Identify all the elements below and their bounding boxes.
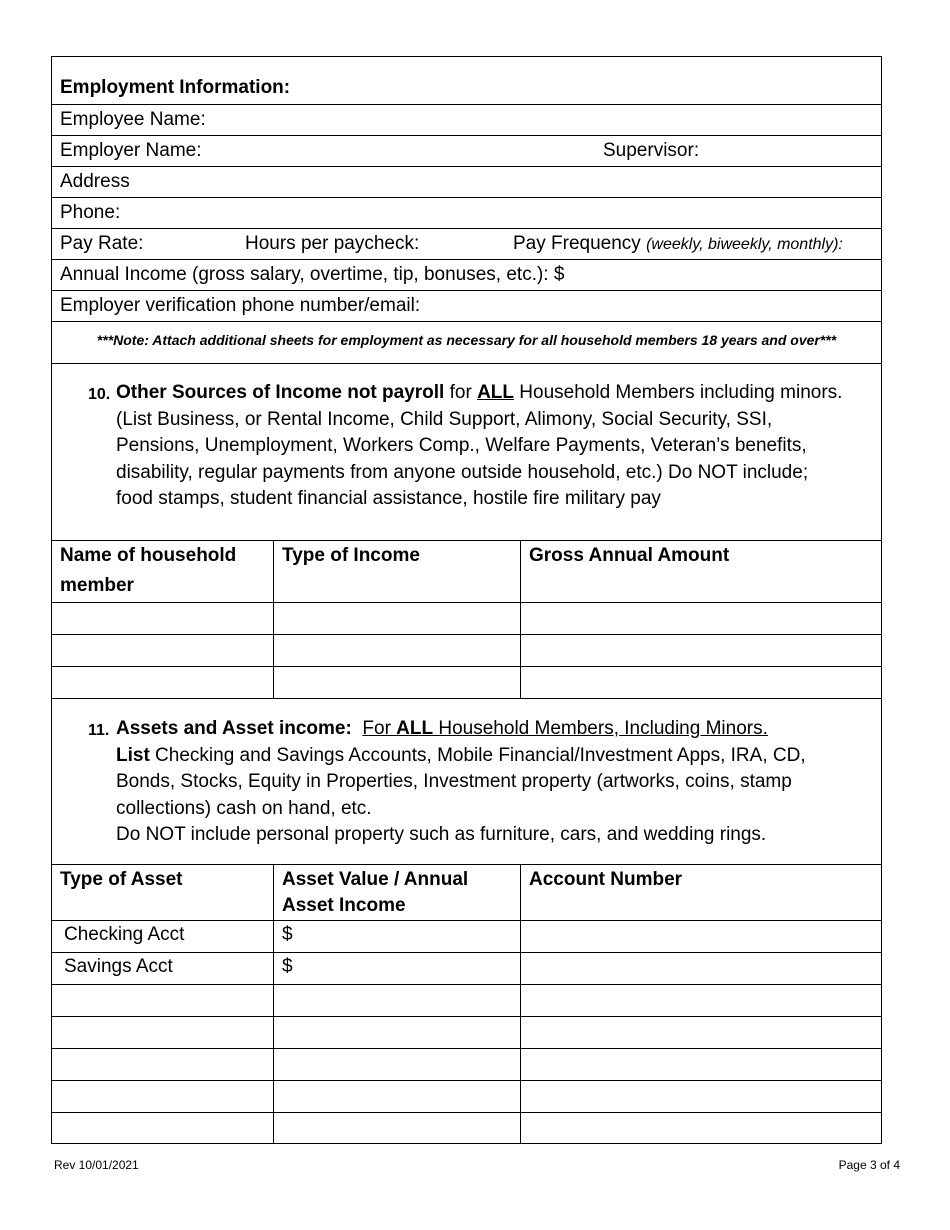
col-asset-value: Asset Value / Annual Asset Income (274, 865, 521, 920)
assets-table-header (52, 865, 881, 921)
section-11-line: Checking and Savings Accounts, Mobile Financial/Investment Apps, IRA, CD, (149, 744, 806, 766)
form-table (51, 56, 882, 1144)
section-10-line: Pensions, Unemployment, Workers Comp., Welfare Payments, Veteran’s benefits, (116, 435, 807, 456)
income-type-cell[interactable] (274, 667, 521, 698)
table-row (52, 921, 881, 953)
section-11-instructions (52, 699, 881, 865)
income-type-cell[interactable] (274, 603, 521, 634)
revision-date: Rev 10/01/2021 (54, 1158, 139, 1172)
section-10-number: 10. (88, 386, 111, 403)
table-row (52, 635, 881, 667)
income-member-cell[interactable] (52, 603, 274, 634)
col-household-member: Name of household member (52, 541, 274, 602)
table-row (52, 985, 881, 1017)
section-11-line: Bonds, Stocks, Equity in Properties, Investment property (artworks, coins, stamp (116, 771, 792, 792)
income-amount-cell[interactable] (521, 635, 881, 666)
section-11-list: List (116, 744, 150, 766)
table-row (52, 603, 881, 635)
phone-field[interactable] (52, 198, 881, 229)
account-number-cell[interactable] (521, 953, 881, 984)
employment-heading: Employment Information: (52, 57, 881, 105)
employer-name-label[interactable]: Employer Name: (60, 140, 202, 161)
income-member-cell[interactable] (52, 635, 274, 666)
asset-type-cell[interactable] (52, 1113, 274, 1143)
pay-row (52, 229, 881, 260)
section-11-line: Do NOT include personal property such as furniture, cars, and wedding rings. (116, 824, 767, 845)
section-11-all: ALL (396, 718, 434, 739)
section-10-instructions (52, 364, 881, 541)
pay-frequency-hint: (weekly, biweekly, monthly): (646, 236, 843, 253)
section-11-title: Assets and Asset income: (116, 718, 352, 739)
asset-value-cell[interactable]: $ (274, 921, 521, 952)
income-amount-cell[interactable] (521, 667, 881, 698)
account-number-cell[interactable] (521, 1017, 881, 1048)
account-number-cell[interactable] (521, 985, 881, 1016)
asset-type-cell[interactable]: Savings Acct (52, 953, 274, 984)
account-number-cell[interactable] (521, 921, 881, 952)
section-11-number: 11. (88, 722, 110, 739)
asset-value-cell[interactable] (274, 1081, 521, 1112)
asset-type-cell[interactable] (52, 1017, 274, 1048)
phone-label: Phone: (60, 202, 121, 223)
annual-income-field[interactable] (52, 260, 881, 291)
col-type-of-asset: Type of Asset (52, 865, 274, 920)
table-row (52, 1017, 881, 1049)
employee-name-label: Employee Name: (60, 109, 206, 130)
pay-frequency-text: Pay Frequency (513, 233, 641, 254)
section-11-for: For (362, 718, 397, 739)
asset-type-cell[interactable] (52, 1049, 274, 1080)
asset-value-cell[interactable] (274, 1017, 521, 1048)
address-label: Address (60, 171, 130, 192)
employer-name-row (52, 136, 881, 167)
table-row (52, 1049, 881, 1081)
table-row (52, 1081, 881, 1113)
employment-note: ***Note: Attach additional sheets for employment as necessary for all household members 18 years and over*** (52, 322, 881, 364)
verification-label: Employer verification phone number/email: (60, 295, 421, 316)
col-account-number: Account Number (529, 869, 683, 890)
section-10-line: disability, regular payments from anyone outside household, etc.) Do NOT include; (116, 461, 809, 483)
section-11-title-rest: Household Members, Including Minors. (433, 718, 768, 739)
asset-value-cell[interactable] (274, 1049, 521, 1080)
pay-rate-label[interactable]: Pay Rate: (60, 233, 144, 254)
asset-value-cell[interactable] (274, 1113, 521, 1143)
section-10-line: (List Business, or Rental Income, Child Support, Alimony, Social Security, SSI, (116, 408, 773, 430)
asset-type-cell[interactable] (52, 1081, 274, 1112)
section-11-line: collections) cash on hand, etc. (116, 797, 372, 819)
section-10-all: ALL (477, 382, 515, 403)
table-row (52, 1113, 881, 1143)
table-row (52, 953, 881, 985)
asset-type-cell[interactable]: Checking Acct (52, 921, 274, 952)
account-number-cell[interactable] (521, 1049, 881, 1080)
pay-frequency-label[interactable] (513, 229, 843, 260)
account-number-cell[interactable] (521, 1113, 881, 1143)
hours-per-paycheck-label[interactable]: Hours per paycheck: (245, 233, 420, 254)
page-number: Page 3 of 4 (838, 1158, 900, 1172)
asset-value-cell[interactable]: $ (274, 953, 521, 984)
section-10-line: food stamps, student financial assistance, hostile fire military pay (116, 488, 661, 509)
col-type-of-income: Type of Income (274, 541, 521, 602)
income-member-cell[interactable] (52, 667, 274, 698)
section-10-title: Other Sources of Income not payroll (116, 382, 445, 403)
asset-type-cell[interactable] (52, 985, 274, 1016)
table-row (52, 667, 881, 699)
income-type-cell[interactable] (274, 635, 521, 666)
address-field[interactable] (52, 167, 881, 198)
supervisor-label[interactable]: Supervisor: (603, 140, 700, 161)
section-10-for: for (444, 382, 478, 403)
income-amount-cell[interactable] (521, 603, 881, 634)
section-10-title-rest: Household Members including minors. (514, 382, 843, 403)
asset-value-cell[interactable] (274, 985, 521, 1016)
annual-income-label: Annual Income (gross salary, overtime, tip, bonuses, etc.): $ (60, 264, 565, 285)
employee-name-field[interactable] (52, 105, 881, 136)
income-table-header (52, 541, 881, 603)
verification-field[interactable] (52, 291, 881, 322)
col-gross-annual-amount: Gross Annual Amount (529, 545, 730, 566)
account-number-cell[interactable] (521, 1081, 881, 1112)
